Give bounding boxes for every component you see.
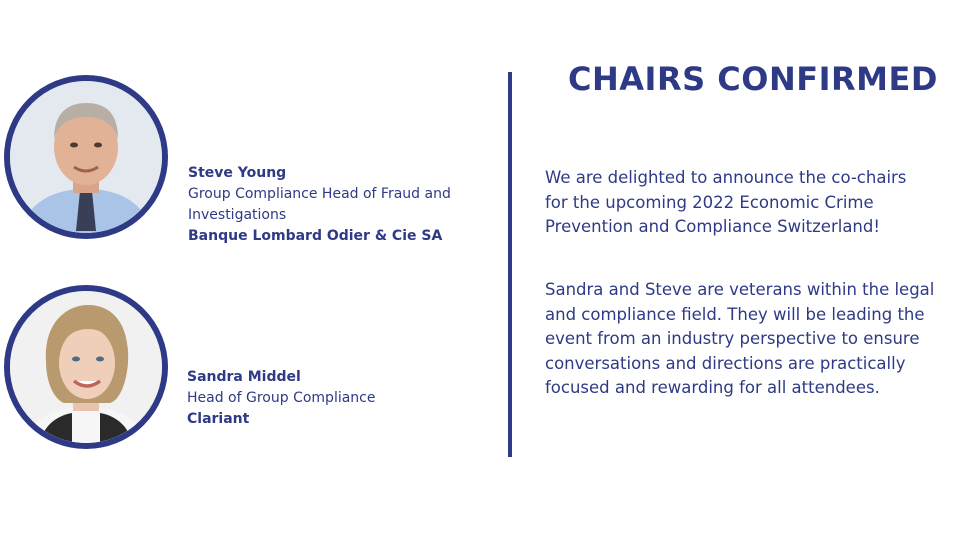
description-line: event from an industry perspective to ensure [545, 329, 920, 348]
chair-role-continued: Investigations [188, 207, 287, 223]
chair-organization: Clariant [187, 411, 250, 427]
chair-role: Head of Group Compliance [187, 390, 376, 406]
vertical-divider [508, 72, 512, 457]
description-line: Sandra and Steve are veterans within the legal [545, 280, 935, 299]
description-line: and compliance field. They will be leading the [545, 304, 925, 324]
chair-steve-young [188, 163, 498, 247]
chair-role: Group Compliance Head of Fraud and [188, 186, 451, 202]
chair-sandra-middel [187, 367, 487, 430]
sandra-middel-photo [4, 285, 168, 449]
announcement-line: Prevention and Compliance Switzerland! [545, 217, 880, 236]
announcement-line: We are delighted to announce the co-chairs [545, 168, 907, 187]
chairs-description-paragraph [545, 278, 960, 401]
chair-name: Sandra Middel [187, 369, 301, 385]
chair-name: Steve Young [188, 165, 287, 181]
steve-young-photo [4, 75, 168, 239]
announcement-line: for the upcoming 2022 Economic Crime [545, 192, 874, 212]
description-line: conversations and directions are practically [545, 353, 906, 373]
steve-young-portrait-graphic [10, 81, 162, 233]
announcement-paragraph [545, 166, 960, 240]
sandra-middel-portrait-graphic [10, 291, 162, 443]
chair-organization: Banque Lombard Odier & Cie SA [188, 228, 443, 244]
description-line: focused and rewarding for all attendees. [545, 378, 880, 397]
page-title: CHAIRS CONFIRMED [568, 60, 938, 98]
